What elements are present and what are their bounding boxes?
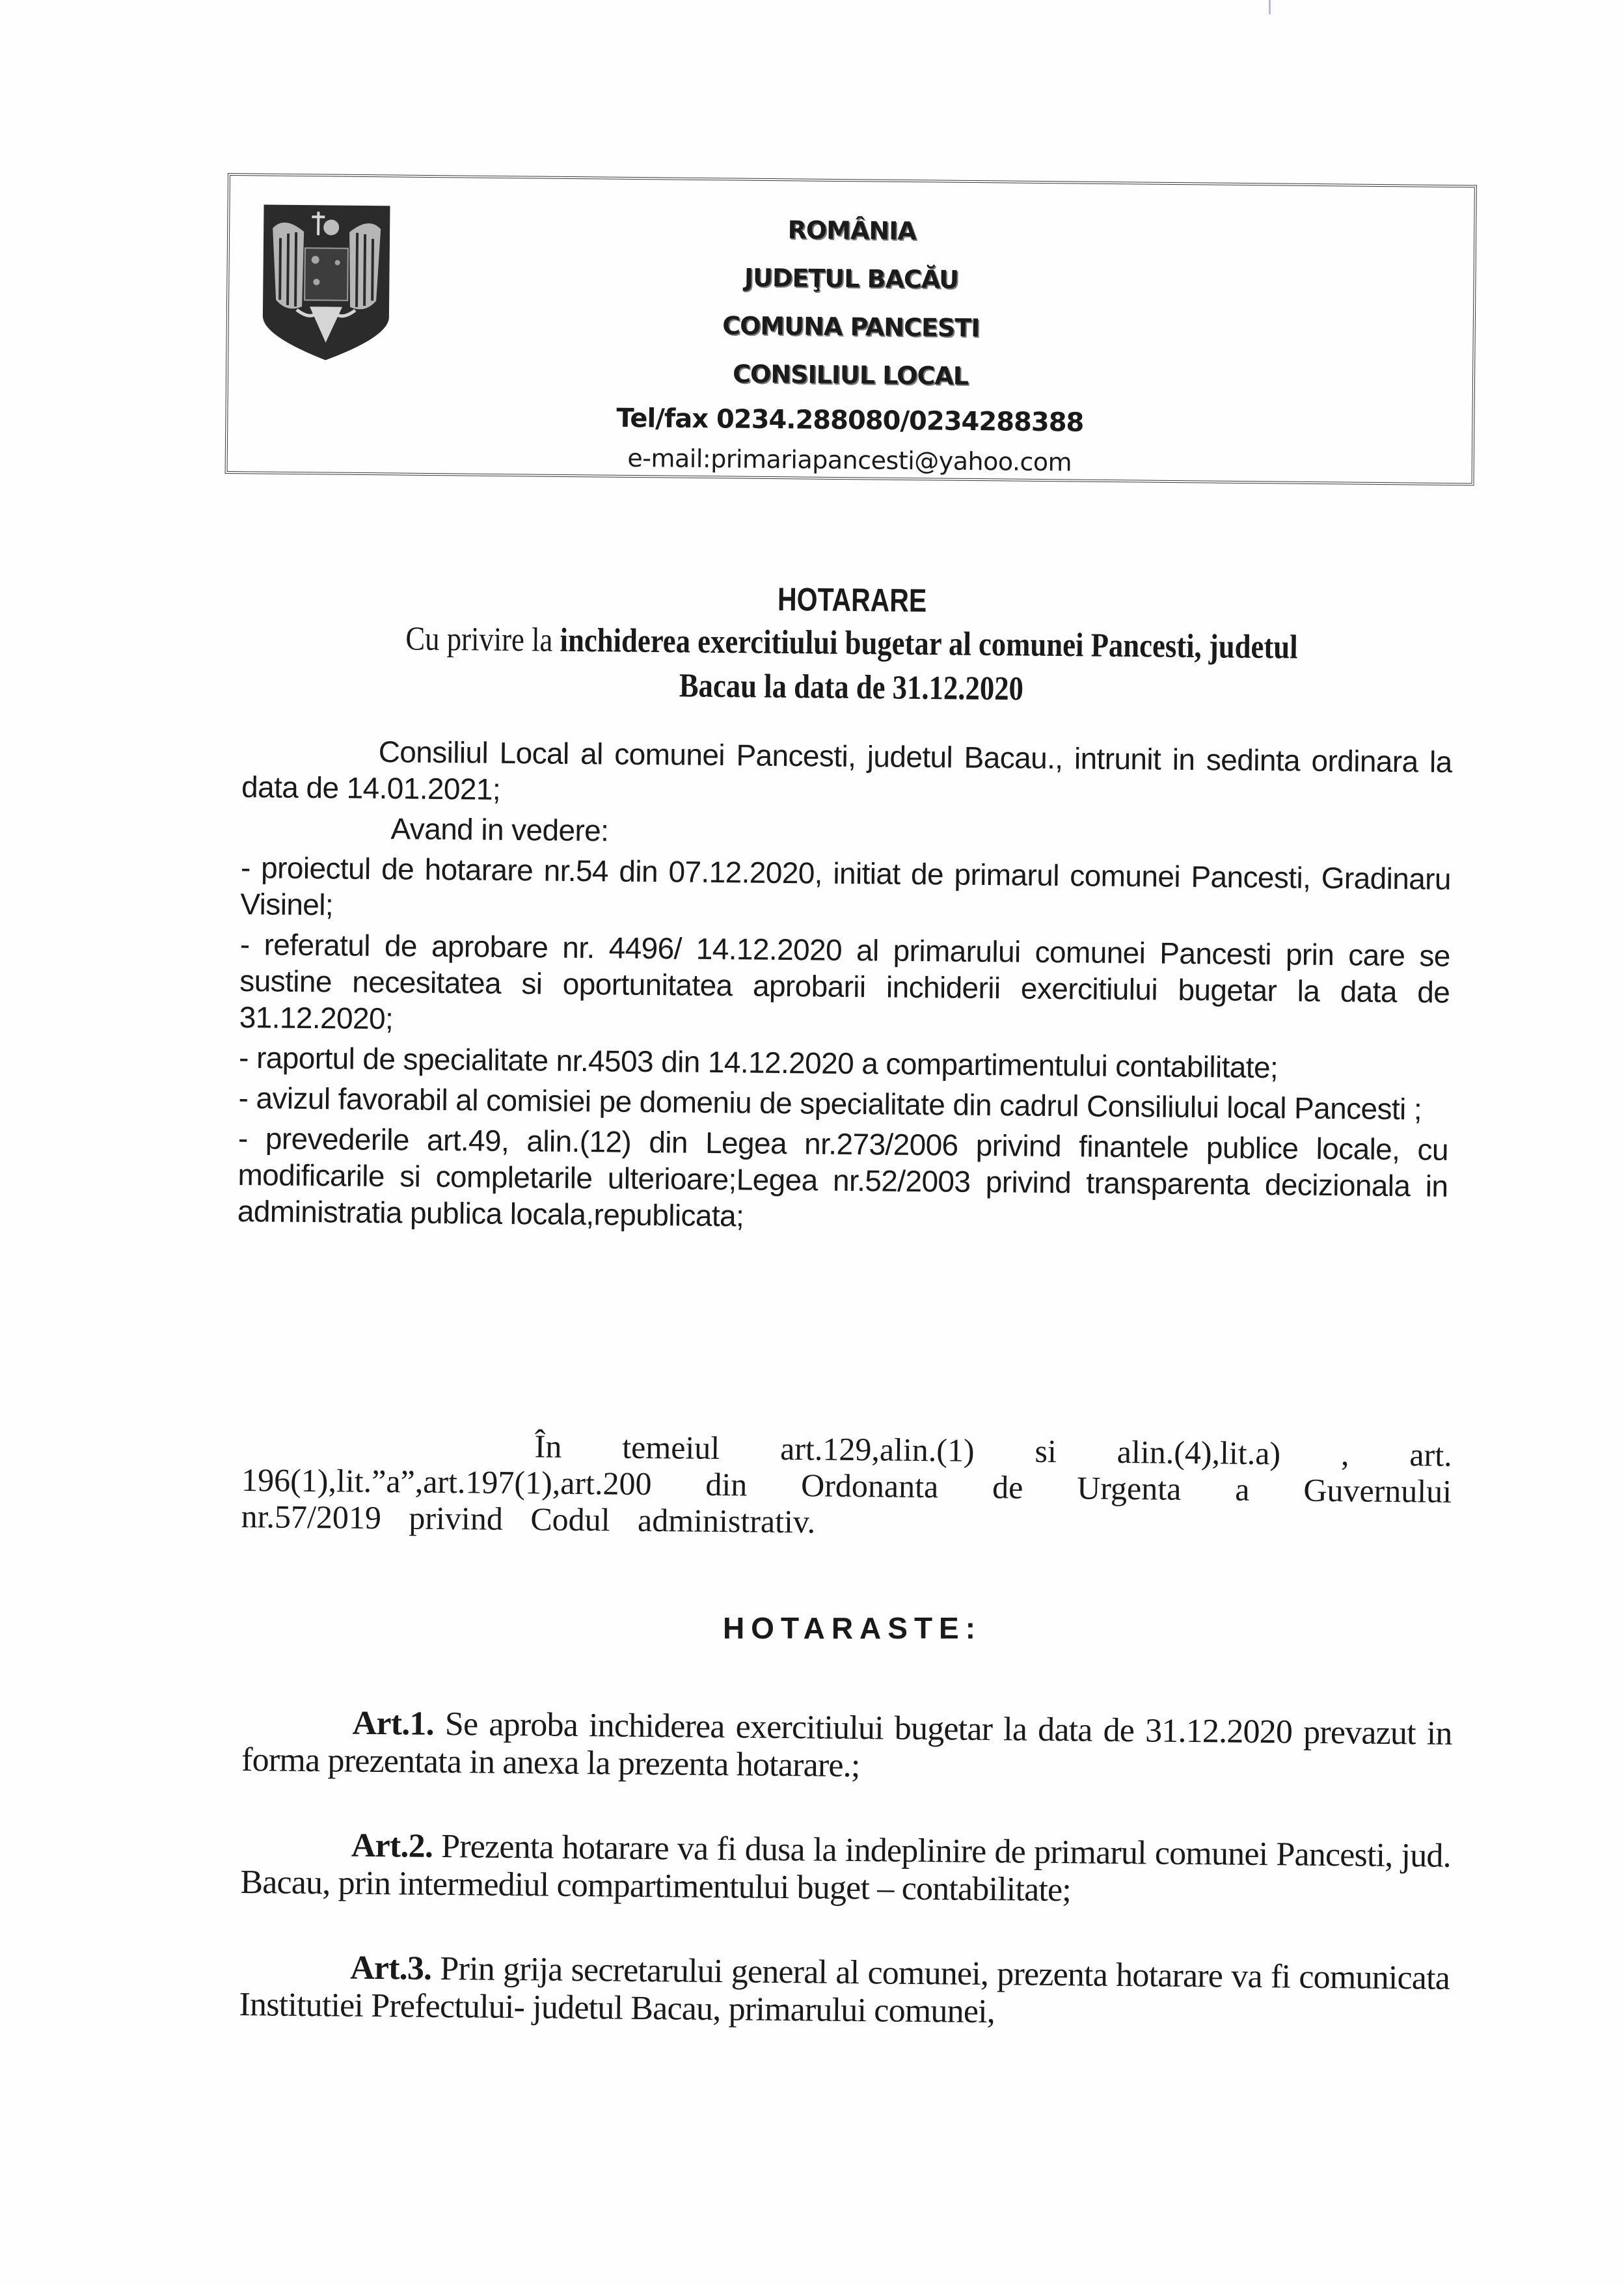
considering-item: - prevederile art.49, alin.(12) din Legea nr.273/2006 privind finantele publice locale, cu modificarile si completarile ulterioare;Legea nr.52/2003 privind transparenta decizionala in administratia publica locala,republicata; — [237, 1121, 1449, 1233]
council-name: CONSILIUL LOCAL — [732, 359, 969, 390]
article-1 — [241, 1704, 1452, 1791]
article-2 — [240, 1826, 1451, 1913]
county-name: JUDEŢUL BACĂU — [744, 263, 959, 294]
legal-basis: În temeiul art.129,alin.(1) si alin.(4),lit.a) , art. 196(1),lit.”a”,art.197(1),art.200 din Ordonanta de Urgenta a Guvernului nr.57/2019 privind Codul administrativ. — [241, 1428, 1452, 1540]
tel-fax: Tel/fax 0234.288080/0234288388 — [616, 403, 1084, 438]
preamble — [237, 732, 1452, 1245]
considering-item: - proiectul de hotarare nr.54 din 07.12.2020, initiat de primarul comunei Pancesti, Gradinaru Visinel; — [240, 850, 1452, 922]
article-number: Art.3. — [349, 1949, 432, 1987]
considering-item: - avizul favorabil al comisiei pe domeniu de specialitate din cadrul Consiliului local Pancesti ; — [238, 1080, 1422, 1126]
commune-name: COMUNA PANCESTI — [722, 311, 980, 343]
letterhead-box — [225, 173, 1477, 485]
articles-list — [239, 1704, 1452, 2082]
article-3 — [239, 1948, 1450, 2035]
subtitle-prefix: Cu privire la — [405, 620, 560, 659]
scan-mark — [1269, 0, 1271, 14]
document-subtitle — [241, 616, 1462, 716]
decision-heading: HOTARASTE: — [722, 1611, 982, 1645]
article-number: Art.1. — [352, 1704, 435, 1743]
article-number: Art.2. — [351, 1827, 433, 1865]
preamble-intro: Consiliul Local al comunei Pancesti, judetul Bacau., intrunit in sedinta ordinara la data de 14.01.2021; — [241, 735, 1452, 806]
considering-label: Avand in vedere: — [390, 811, 609, 848]
considering-item: - referatul de aprobare nr. 4496/ 14.12.2020 al primarului comunei Pancesti prin care se sustine necesitatea si oportunitatea aprobarii inchiderii exercitiului bugetar la data de 31.12.2020; — [239, 927, 1451, 1036]
country-name: ROMÂNIA — [787, 215, 916, 246]
subtitle-bold-line-1: inchiderea exercitiului bugetar al comunei Pancesti, judetul — [560, 621, 1298, 666]
considering-item: - raportul de specialitate nr.4503 din 14.12.2020 a compartimentului contabilitate; — [238, 1040, 1279, 1085]
article-text: Se aproba inchiderea exercitiului bugetar la data de 31.12.2020 prevazut in forma prezentata in anexa la prezenta hotarare.; — [241, 1705, 1452, 1785]
legal-basis-block — [241, 1425, 1452, 1546]
email-address: e-mail:primariapancesti@yahoo.com — [627, 443, 1072, 477]
title-block — [246, 573, 1457, 716]
document-title: HOTARARE — [777, 580, 927, 619]
subtitle-bold-line-2: Bacau la data de 31.12.2020 — [679, 667, 1024, 708]
article-text: Prin grija secretarului general al comunei, prezenta hotarare va fi comunicata Institutiei Prefectului- judetul Bacau, primarului comunei, — [239, 1950, 1450, 2031]
article-text: Prezenta hotarare va fi dusa la indeplinire de primarul comunei Pancesti, jud. Bacau, prin intermediul compartimentului buget – contabilitate; — [240, 1827, 1452, 1909]
letterhead-text — [228, 200, 1474, 484]
